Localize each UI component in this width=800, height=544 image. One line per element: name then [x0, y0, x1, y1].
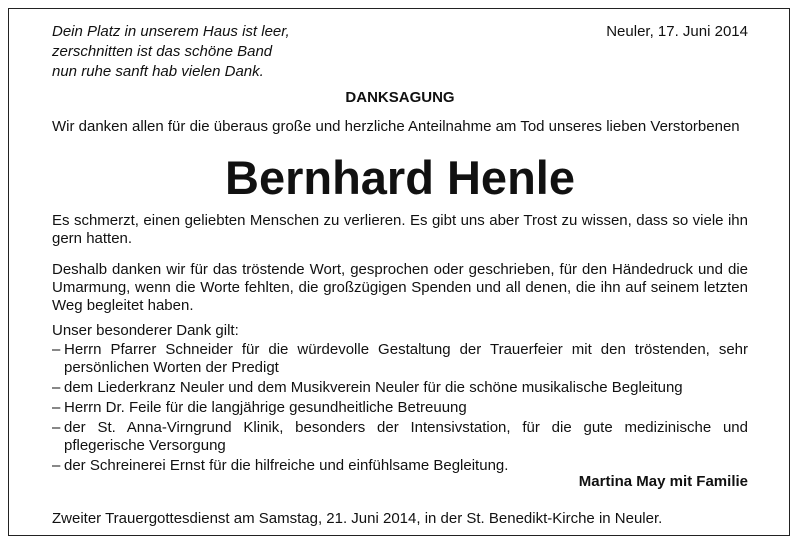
paragraph-1: Es schmerzt, einen geliebten Menschen zu verlieren. Es gibt uns aber Trost zu wissen, dass so viele ihn gern hatten.: [52, 212, 748, 247]
list-item: [52, 419, 748, 455]
list-item-text: Herrn Dr. Feile für die langjährige gesundheitliche Betreuung: [64, 399, 467, 416]
list-item-text: der St. Anna-Virngrund Klinik, besonders der Intensivstation, für die gute medizinische und pflegerische Versorgung: [64, 419, 748, 454]
paragraph-2: Deshalb danken wir für das tröstende Wort, gesprochen oder geschrieben, für den Händedruck und die Umarmung, wenn die Worte fehlten, die großzügigen Spenden und all denen, die ihn auf seinem letzten Weg begleitet haben.: [52, 261, 748, 314]
poem-line: zerschnitten ist das schöne Band: [52, 43, 273, 60]
thanks-intro: Unser besonderer Dank gilt:: [52, 322, 239, 339]
list-item: [52, 341, 748, 377]
list-item-text: dem Liederkranz Neuler und dem Musikverein Neuler für die schöne musikalische Begleitung: [64, 379, 683, 396]
dash-bullet: –: [52, 419, 61, 436]
list-item: [52, 379, 748, 397]
place-date: Neuler, 17. Juni 2014: [606, 23, 748, 40]
dash-bullet: –: [52, 399, 61, 416]
footer-note: Zweiter Trauergottesdienst am Samstag, 21. Juni 2014, in der St. Benedikt-Kirche in Neuler.: [52, 510, 663, 527]
list-item-text: Herrn Pfarrer Schneider für die würdevolle Gestaltung der Trauerfeier mit den tröstenden, sehr persönlichen Worten der Predigt: [64, 341, 748, 376]
intro-text: Wir danken allen für die überaus große und herzliche Anteilnahme am Tod unseres lieben Verstorbenen: [52, 118, 740, 135]
dash-bullet: –: [52, 379, 61, 396]
poem-line: Dein Platz in unserem Haus ist leer,: [52, 23, 290, 40]
poem-line: nun ruhe sanft hab vielen Dank.: [52, 63, 264, 80]
poem: [52, 22, 290, 82]
dash-bullet: –: [52, 457, 61, 474]
list-item-text: der Schreinerei Ernst für die hilfreiche und einfühlsame Begleitung.: [64, 457, 509, 474]
dash-bullet: –: [52, 341, 61, 358]
thanks-list: [52, 321, 748, 477]
signature: Martina May mit Familie: [578, 473, 748, 490]
list-item: [52, 399, 748, 417]
heading: DANKSAGUNG: [345, 89, 455, 106]
deceased-name: Bernhard Henle: [225, 151, 575, 204]
